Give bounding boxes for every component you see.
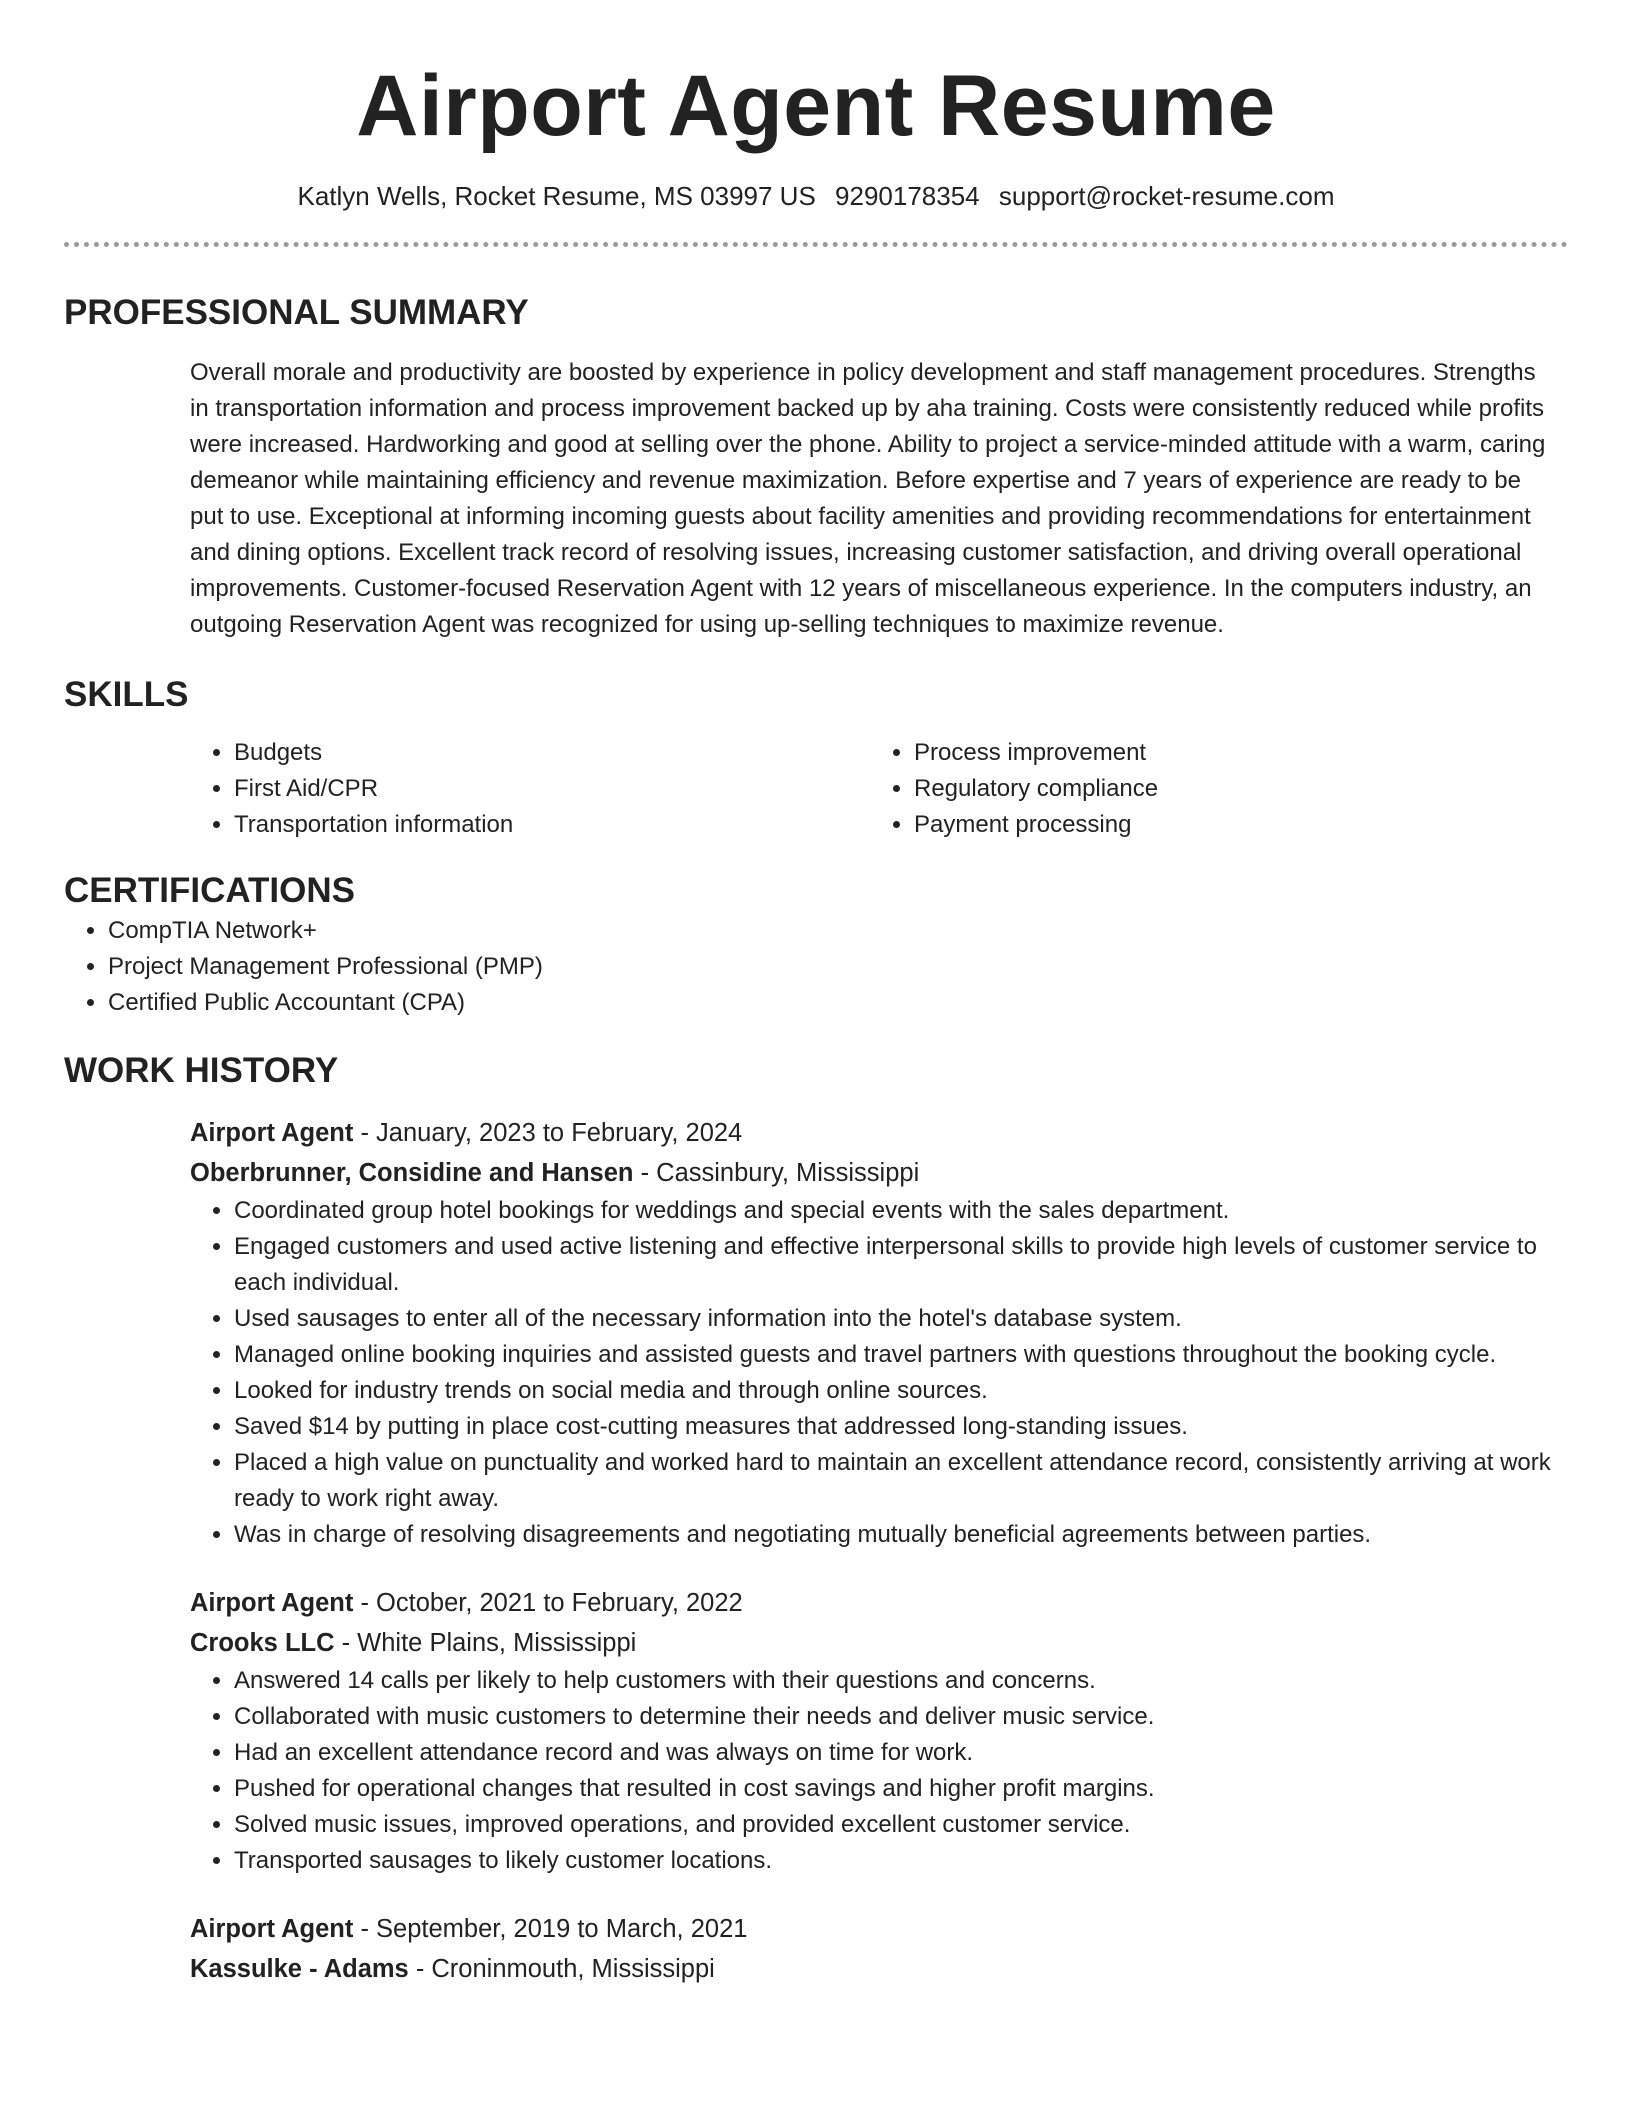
- skills-list-right: [870, 735, 1550, 843]
- job-dates: - October, 2021 to February, 2022: [353, 1589, 743, 1617]
- job-entry: [190, 1909, 1568, 1989]
- resume-page: [64, 0, 1568, 1989]
- job-company: Kassulke - Adams: [190, 1955, 409, 1983]
- skill-item: • Transportation information: [234, 807, 870, 843]
- skills-grid: [190, 735, 1568, 843]
- job-duty: • Collaborated with music customers to determine their needs and deliver music service.: [234, 1699, 1568, 1735]
- skill-item: • Regulatory compliance: [914, 771, 1550, 807]
- work-history-heading: WORK HISTORY: [64, 1051, 339, 1090]
- job-duty: • Looked for industry trends on social media and through online sources.: [234, 1373, 1568, 1409]
- summary-heading: PROFESSIONAL SUMMARY: [64, 293, 529, 332]
- skills-heading: SKILLS: [64, 675, 189, 714]
- job-duty: • Pushed for operational changes that resulted in cost savings and higher profit margins.: [234, 1771, 1568, 1807]
- job-company-line: [190, 1153, 1568, 1193]
- job-entry: [190, 1113, 1568, 1553]
- contact-email: support@rocket-resume.com: [998, 181, 1335, 211]
- job-title-line: [190, 1113, 1568, 1153]
- skills-list-left: [190, 735, 870, 843]
- job-company: Oberbrunner, Considine and Hansen: [190, 1159, 634, 1187]
- certifications-heading: CERTIFICATIONS: [64, 871, 356, 910]
- skill-item: • Process improvement: [914, 735, 1550, 771]
- job-duty: • Transported sausages to likely customer locations.: [234, 1843, 1568, 1879]
- contact-address: Katlyn Wells, Rocket Resume, MS 03997 US: [297, 181, 816, 211]
- job-duty: • Was in charge of resolving disagreements and negotiating mutually beneficial agreements between parties.: [234, 1517, 1568, 1553]
- job-dates: - September, 2019 to March, 2021: [353, 1915, 748, 1943]
- job-location: - Croninmouth, Mississippi: [408, 1955, 715, 1983]
- job-duty: • Saved $14 by putting in place cost-cutting measures that addressed long-standing issues.: [234, 1409, 1568, 1445]
- job-duties-list: [190, 1663, 1568, 1879]
- job-dates: - January, 2023 to February, 2024: [353, 1119, 743, 1147]
- job-company-line: [190, 1623, 1568, 1663]
- skill-item: • Budgets: [234, 735, 870, 771]
- job-title: Airport Agent: [190, 1119, 354, 1147]
- job-title: Airport Agent: [190, 1589, 354, 1617]
- job-duty: • Solved music issues, improved operations, and provided excellent customer service.: [234, 1807, 1568, 1843]
- job-duty: • Engaged customers and used active listening and effective interpersonal skills to provide high levels of customer service to each individual.: [234, 1229, 1568, 1301]
- skill-item: • First Aid/CPR: [234, 771, 870, 807]
- job-duty: • Used sausages to enter all of the necessary information into the hotel's database system.: [234, 1301, 1568, 1337]
- job-duty: • Placed a high value on punctuality and worked hard to maintain an excellent attendance record, consistently arriving at work ready to work right away.: [234, 1445, 1568, 1517]
- job-duties-list: [190, 1193, 1568, 1553]
- job-entry: [190, 1583, 1568, 1879]
- header-divider: [64, 242, 1568, 247]
- job-company: Crooks LLC: [190, 1629, 335, 1657]
- job-duty: • Coordinated group hotel bookings for weddings and special events with the sales department.: [234, 1193, 1568, 1229]
- job-title-line: [190, 1909, 1568, 1949]
- job-company-line: [190, 1949, 1568, 1989]
- job-title: Airport Agent: [190, 1915, 354, 1943]
- contact-phone: 9290178354: [835, 181, 980, 211]
- certification-item: • Certified Public Accountant (CPA): [108, 985, 1568, 1021]
- job-duty: • Managed online booking inquiries and assisted guests and travel partners with questions throughout the booking cycle.: [234, 1337, 1568, 1373]
- job-duty: • Had an excellent attendance record and was always on time for work.: [234, 1735, 1568, 1771]
- certifications-list: [64, 913, 1568, 1021]
- job-title-line: [190, 1583, 1568, 1623]
- job-location: - White Plains, Mississippi: [334, 1629, 637, 1657]
- summary-text: Overall morale and productivity are boosted by experience in policy development and staff management procedures. Strengths in transportation information and process improvement backed up by aha training. Costs were consistently reduced while profits were increased. Hardworking and good at selling over the phone. Ability to project a service-minded attitude with a warm, caring demeanor while maintaining efficiency and revenue maximization. Before expertise and 7 years of experience are ready to be put to use. Exceptional at informing incoming guests about facility amenities and providing recommendations for entertainment and dining options. Excellent track record of resolving issues, increasing customer satisfaction, and driving overall operational improvements. Customer-focused Reservation Agent with 12 years of miscellaneous experience. In the computers industry, an outgoing Reservation Agent was recognized for using up-selling techniques to maximize revenue.: [190, 359, 1546, 638]
- certification-item: • Project Management Professional (PMP): [108, 949, 1568, 985]
- contact-line: [64, 180, 1568, 212]
- job-location: - Cassinbury, Mississippi: [633, 1159, 920, 1187]
- certification-item: • CompTIA Network+: [108, 913, 1568, 949]
- resume-title: Airport Agent Resume: [356, 58, 1276, 154]
- job-duty: • Answered 14 calls per likely to help customers with their questions and concerns.: [234, 1663, 1568, 1699]
- skill-item: • Payment processing: [914, 807, 1550, 843]
